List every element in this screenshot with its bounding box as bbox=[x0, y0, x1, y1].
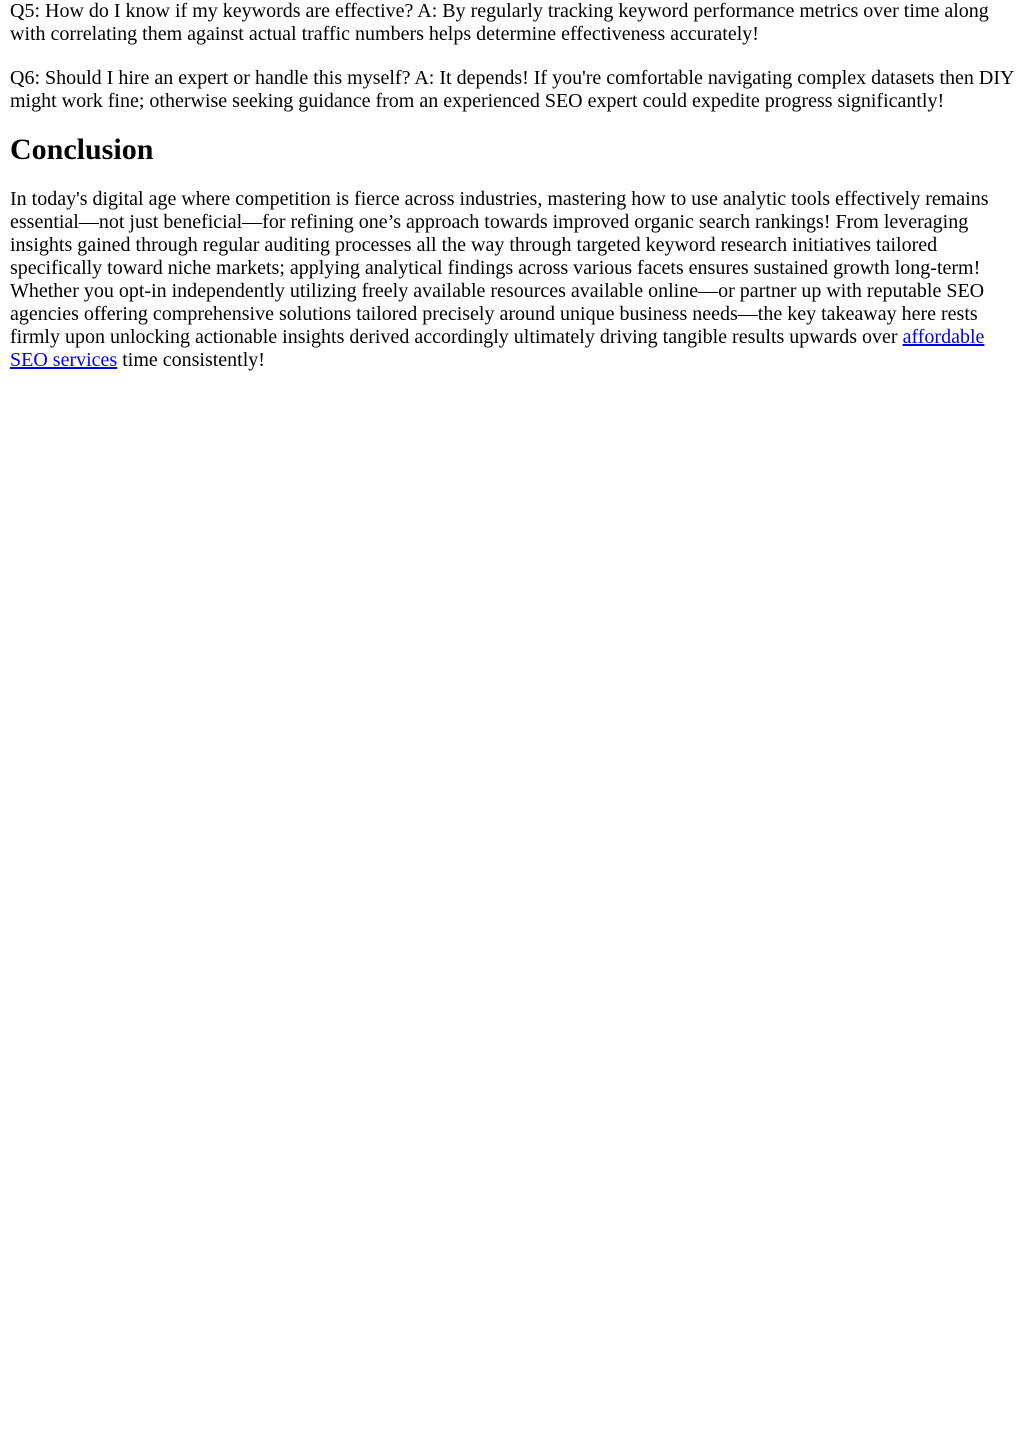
affordable-seo-services-link[interactable]: affordable SEO services bbox=[10, 326, 985, 371]
conclusion-paragraph bbox=[10, 188, 1014, 372]
conclusion-heading: Conclusion bbox=[10, 133, 154, 166]
faq-item-q6: Q6: Should I hire an expert or handle this myself? A: It depends! If you're comfortable navigating complex datasets then DIY might work fine; otherwise seeking guidance from an experienced SEO expert could expedite progress significantly! bbox=[10, 67, 1014, 112]
faq-item-q5: Q5: How do I know if my keywords are effective? A: By regularly tracking keyword performance metrics over time along with correlating them against actual traffic numbers helps determine effectiveness accurately! bbox=[10, 0, 989, 45]
conclusion-text-before-link: In today's digital age where competition is fierce across industries, mastering how to use analytic tools effectively remains essential—not just beneficial—for refining one’s approach towards improved organic search rankings! From leveraging insights gained through regular auditing processes all the way through targeted keyword research initiatives tailored specifically toward niche markets; applying analytical findings across various facets ensures sustained growth long-term! Whether you opt-in independently utilizing freely available resources available online—or partner up with reputable SEO agencies offering comprehensive solutions tailored precisely around unique business needs—the key takeaway here rests firmly upon unlocking actionable insights derived accordingly ultimately driving tangible results upwards over bbox=[10, 188, 989, 348]
conclusion-text-after-link: time consistently! bbox=[117, 349, 265, 371]
document-page bbox=[0, 0, 1024, 372]
